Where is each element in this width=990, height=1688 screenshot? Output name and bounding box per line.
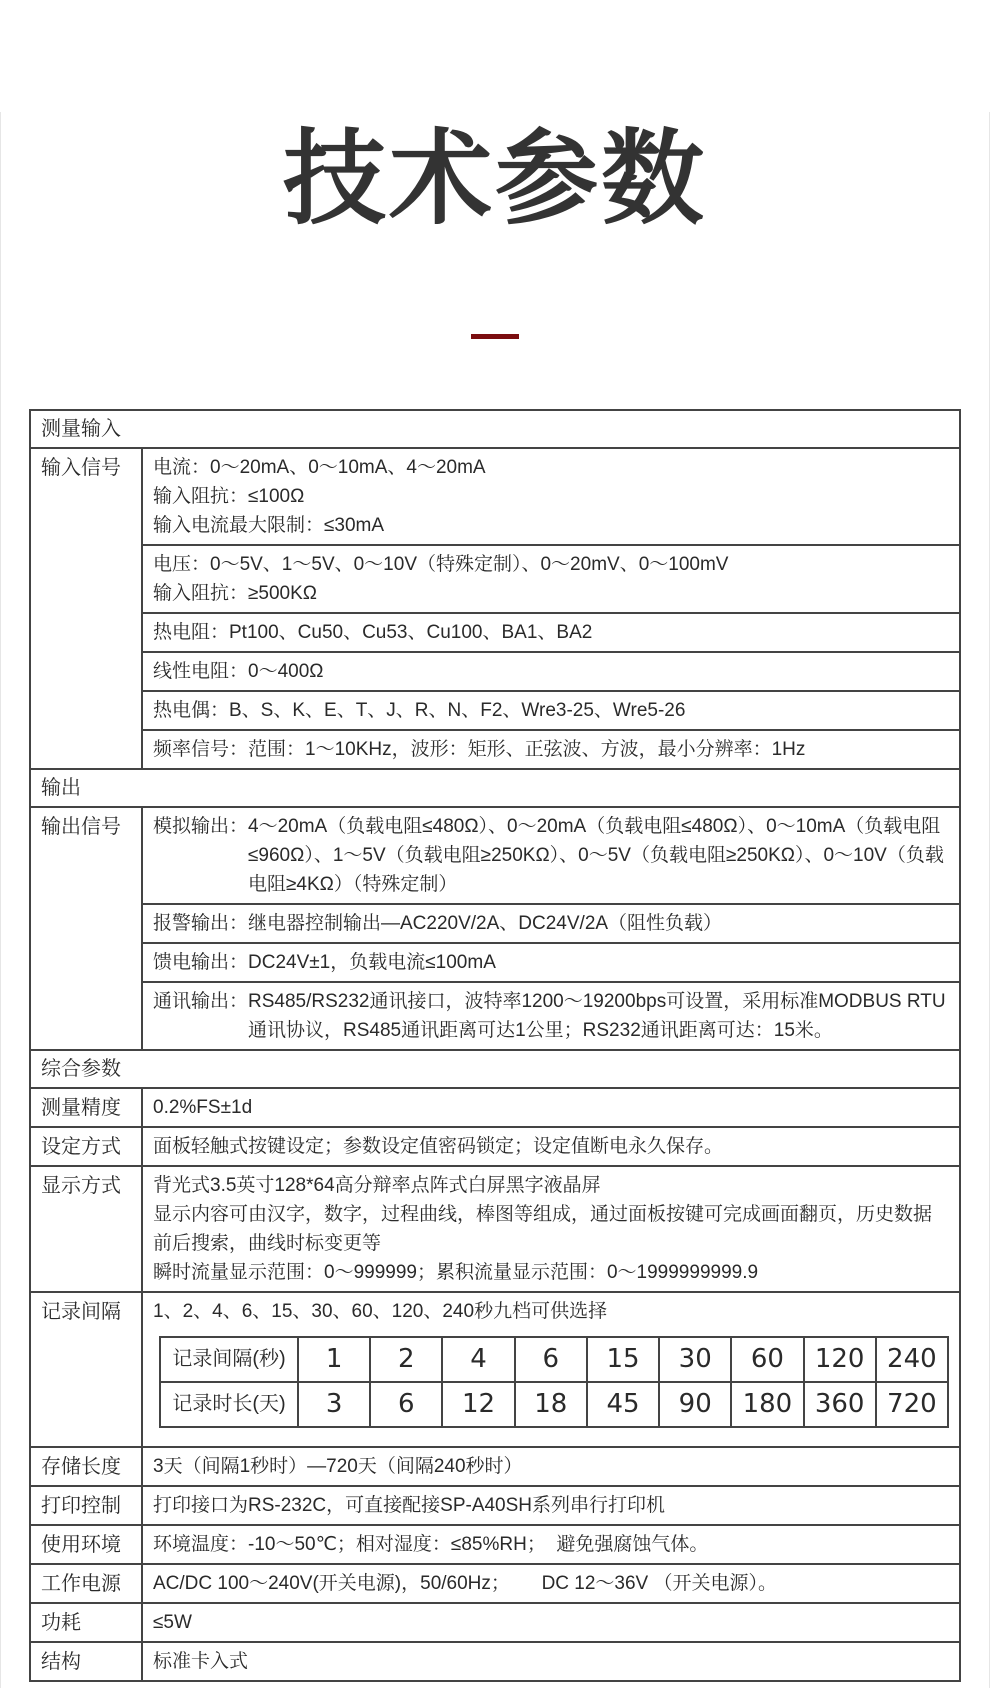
- spec-value: [142, 807, 960, 904]
- spec-row: [30, 448, 960, 545]
- spec-label: 输入信号: [30, 448, 142, 769]
- spec-value: [142, 1603, 960, 1642]
- spec-line: 线性电阻：0～400Ω: [153, 660, 324, 682]
- spec-value: [142, 1564, 960, 1603]
- spec-table: [29, 409, 961, 1682]
- spec-line: AC/DC 100～240V(开关电源)，50/60Hz； DC 12～36V （开关电源）。: [153, 1572, 778, 1594]
- spec-line: 模拟输出：4～20mA（负载电阻≤480Ω）、0～20mA（负载电阻≤480Ω）、0～10mA（负载电阻≤960Ω）、1～5V（负载电阻≥250KΩ）、0～5V（负载电阻≥250KΩ）、0～10V（负载电阻≥4KΩ）（特殊定制）: [153, 815, 944, 895]
- spec-line: 0.2%FS±1d: [153, 1096, 253, 1118]
- spec-value: [142, 1447, 960, 1486]
- spec-value: [142, 652, 960, 691]
- spec-row: [30, 1088, 960, 1127]
- record-row-header: 记录间隔(秒): [160, 1337, 298, 1382]
- spec-label: 打印控制: [30, 1486, 142, 1525]
- spec-line: 电流：0～20mA、0～10mA、4～20mA: [153, 456, 486, 478]
- spec-line: 环境温度：-10～50℃；相对湿度：≤85%RH； 避免强腐蚀气体。: [153, 1533, 709, 1555]
- spec-value: [142, 1642, 960, 1681]
- spec-row: [30, 1166, 960, 1292]
- record-value-cell: 240: [876, 1337, 948, 1382]
- spec-value: [142, 730, 960, 769]
- section-label: 测量输入: [30, 410, 960, 448]
- spec-line: 背光式3.5英寸128*64高分辩率点阵式白屏黑字液晶屏: [153, 1174, 601, 1196]
- spec-label: 工作电源: [30, 1564, 142, 1603]
- spec-line: 通讯输出：RS485/RS232通讯接口，波特率1200～19200bps可设置，采用标准MODBUS RTU通讯协议，RS485通讯距离可达1公里；RS232通讯距离可达：15米。: [153, 990, 946, 1041]
- spec-row: [30, 807, 960, 904]
- spec-value: [142, 943, 960, 982]
- spec-label: 输出信号: [30, 807, 142, 1050]
- spec-line: 输入阻抗：≥500KΩ: [153, 582, 318, 604]
- record-value-cell: 15: [587, 1337, 659, 1382]
- record-value-cell: 18: [515, 1382, 587, 1427]
- spec-value: [142, 1166, 960, 1292]
- spec-row: [30, 652, 960, 691]
- spec-value: [142, 448, 960, 545]
- spec-line: 打印接口为RS-232C，可直接配接SP-A40SH系列串行打印机: [153, 1494, 666, 1516]
- spec-row: [30, 1603, 960, 1642]
- spec-row: [30, 1292, 960, 1447]
- spec-value: [142, 1127, 960, 1166]
- spec-label: 功耗: [30, 1603, 142, 1642]
- record-value-cell: 30: [659, 1337, 731, 1382]
- record-value-cell: 6: [515, 1337, 587, 1382]
- spec-line: 输入电流最大限制：≤30mA: [153, 514, 385, 536]
- spec-row: [30, 1486, 960, 1525]
- record-table-row: [160, 1337, 948, 1382]
- spec-line: 电压：0～5V、1～5V、0～10V（特殊定制）、0～20mV、0～100mV: [153, 553, 729, 575]
- spec-value: [142, 691, 960, 730]
- spec-row: [30, 904, 960, 943]
- spec-row: [30, 943, 960, 982]
- spec-row: [30, 1642, 960, 1681]
- spec-line: 报警输出：继电器控制输出—AC220V/2A、DC24V/2A（阻性负载）: [153, 912, 723, 934]
- section-row: [30, 769, 960, 807]
- spec-value: [142, 613, 960, 652]
- spec-line: 3天（间隔1秒时）—720天（间隔240秒时）: [153, 1455, 523, 1477]
- record-value-cell: 90: [659, 1382, 731, 1427]
- spec-label: 记录间隔: [30, 1292, 142, 1447]
- spec-value: [142, 1088, 960, 1127]
- spec-line: 显示内容可由汉字，数字，过程曲线，棒图等组成，通过面板按键可完成画面翻页，历史数据前后搜索，曲线时标变更等: [153, 1203, 933, 1254]
- spec-row: [30, 1127, 960, 1166]
- spec-line: 标准卡入式: [153, 1650, 249, 1672]
- spec-value: [142, 1486, 960, 1525]
- record-value-cell: 3: [298, 1382, 370, 1427]
- spec-label: 显示方式: [30, 1166, 142, 1292]
- spec-line: 频率信号：范围：1～10KHz，波形：矩形、正弦波、方波，最小分辨率：1Hz: [153, 738, 806, 760]
- spec-line: 馈电输出：DC24V±1，负载电流≤100mA: [153, 951, 496, 973]
- spec-row: [30, 1447, 960, 1486]
- record-value-cell: 1: [298, 1337, 370, 1382]
- spec-label: 存储长度: [30, 1447, 142, 1486]
- spec-row: [30, 1564, 960, 1603]
- spec-label: 使用环境: [30, 1525, 142, 1564]
- record-value-cell: 45: [587, 1382, 659, 1427]
- section-row: [30, 410, 960, 448]
- spec-value: [142, 982, 960, 1050]
- spec-line: 输入阻抗：≤100Ω: [153, 485, 305, 507]
- spec-value: [142, 1292, 960, 1447]
- section-label: 综合参数: [30, 1050, 960, 1088]
- spec-line: 瞬时流量显示范围：0～999999；累积流量显示范围：0～1999999999.9: [153, 1261, 759, 1283]
- record-value-cell: 2: [370, 1337, 442, 1382]
- spec-row: [30, 730, 960, 769]
- record-table-row: [160, 1382, 948, 1427]
- spec-sheet-page: [0, 112, 990, 1688]
- section-row: [30, 1050, 960, 1088]
- record-value-cell: 180: [731, 1382, 803, 1427]
- spec-label: 结构: [30, 1642, 142, 1681]
- spec-line: 热电阻：Pt100、Cu50、Cu53、Cu100、BA1、BA2: [153, 621, 593, 643]
- record-interval-table: [159, 1336, 949, 1428]
- section-label: 输出: [30, 769, 960, 807]
- record-value-cell: 12: [442, 1382, 514, 1427]
- record-value-cell: 4: [442, 1337, 514, 1382]
- spec-value: [142, 904, 960, 943]
- spec-row: [30, 545, 960, 613]
- spec-row: [30, 691, 960, 730]
- spec-label: 设定方式: [30, 1127, 142, 1166]
- spec-line: 1、2、4、6、15、30、60、120、240秒九档可供选择: [153, 1300, 608, 1322]
- spec-line: ≤5W: [153, 1611, 192, 1633]
- spec-row: [30, 613, 960, 652]
- record-value-cell: 120: [804, 1337, 876, 1382]
- spec-line: 面板轻触式按键设定；参数设定值密码锁定；设定值断电永久保存。: [153, 1135, 724, 1157]
- spec-value: [142, 1525, 960, 1564]
- record-value-cell: 60: [731, 1337, 803, 1382]
- spec-value: [142, 545, 960, 613]
- title-divider: [471, 334, 519, 339]
- spec-row: [30, 982, 960, 1050]
- record-value-cell: 6: [370, 1382, 442, 1427]
- record-row-header: 记录时长(天): [160, 1382, 298, 1427]
- page-title: 技术参数: [283, 121, 707, 236]
- spec-line: 热电偶：B、S、K、E、T、J、R、N、F2、Wre3-25、Wre5-26: [153, 699, 686, 721]
- record-value-cell: 720: [876, 1382, 948, 1427]
- spec-label: 测量精度: [30, 1088, 142, 1127]
- spec-row: [30, 1525, 960, 1564]
- record-value-cell: 360: [804, 1382, 876, 1427]
